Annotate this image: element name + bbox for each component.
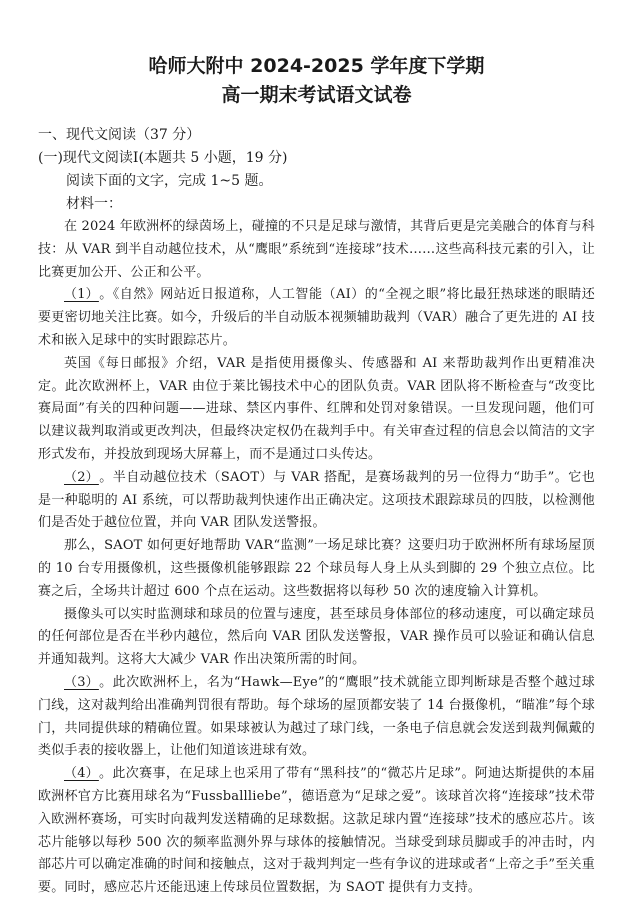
paragraph-text: 英国《每日邮报》介绍，VAR 是指使用摄像头、传感器和 AI 来帮助裁判作出更精准决定。此次欧洲杯上，VAR 由位于莱比锡技术中心的团队负责。VAR 团队将不断检查与“改变比赛局面”有关的四种问题——进球、禁区内事件、红牌和处罚对象错误。一旦发现问题，他们可以建议裁判取消或更改判决，但最终决定权仍在裁判手中。有关审查过程的信息会以简洁的文字形式发布，并投放到现场大屏幕上，而不是通过口头传达。 <box>38 355 595 462</box>
paragraph <box>38 353 595 467</box>
paragraph-text: 那么，SAOT 如何更好地帮助 VAR“监测”一场足球比赛？这要归功于欧洲杯所有球场屋顶的 10 台专用摄像机，这些摄像机能够跟踪 22 个球员每人身上从头到脚的 29 个独立点位。比赛之后，全场共计超过 600 个点在运动。这些数据将以每秒 50 次的速度输入计算机。 <box>38 538 595 599</box>
paragraph <box>38 284 595 352</box>
paragraph-text: 。半自动越位技术（SAOT）与 VAR 搭配，是赛场裁判的另一位得力“助手”。它也是一种聪明的 AI 系统，可以帮助裁判快速作出正确决定。这项技术跟踪球员的四肢，以检测他们是否处于越位位置，并向 VAR 团队发送警报。 <box>38 469 595 531</box>
paragraph-text: 。此次赛事，在足球上也采用了带有“黑科技”的“微芯片足球”。阿迪达斯提供的本届欧洲杯官方比赛用球名为“Fussballliebe”，德语意为“足球之爱”。该球首次将“连接球”技术带入欧洲杯赛场，可实时向裁判发送精确的足球数据。这款足球内置“连接球”技术的感应芯片。该芯片能够以每秒 500 次的频率监测外界与球体的接触情况。当球受到球员脚或手的冲击时，内部芯片可以确定准确的时间和接触点，这对于裁判判定一些有争议的进球或者“上帝之手”至关重要。同时，感应芯片还能迅速上传球员位置数据，为 SAOT 提供有力支持。 <box>38 766 595 896</box>
material-label: 材料一： <box>66 196 122 212</box>
exam-title-line2: 高一期末考试语文试卷 <box>221 84 412 106</box>
paragraph <box>38 216 595 284</box>
paragraph <box>38 672 595 763</box>
fill-blank-3: （3） <box>64 674 99 690</box>
fill-blank-4: （4） <box>64 766 99 782</box>
fill-blank-1: （1） <box>64 287 99 303</box>
exam-title-line1: 哈师大附中 2024-2025 学年度下学期 <box>148 55 485 77</box>
section-heading: 一、现代文阅读（37 分） <box>38 127 201 143</box>
subsection-heading: (一)现代文阅读Ⅰ(本题共 5 小题，19 分) <box>38 150 288 166</box>
paragraph-text: 在 2024 年欧洲杯的绿茵场上，碰撞的不只是足球与激情，其背后更是完美融合的体育与科技：从 VAR 到半自动越位技术，从“鹰眼”系统到“连接球”技术……这些高科技元素的引入，让比赛更加公开、公正和公平。 <box>38 219 595 280</box>
reading-instruction: 阅读下面的文字，完成 1~5 题。 <box>66 173 273 189</box>
fill-blank-2: （2） <box>64 469 99 485</box>
paragraph-text: 。《自然》网站近日报道称，人工智能（AI）的“全视之眼”将比最狂热球迷的眼睛还要更密切地关注比赛。如今，升级后的半自动版本视频辅助裁判（VAR）融合了更先进的 AI 技术和嵌入足球中的实时跟踪芯片。 <box>38 287 595 348</box>
paragraph <box>38 467 595 535</box>
paragraph-text: 摄像头可以实时监测球和球员的位置与速度，甚至球员身体部位的移动速度，可以确定球员的任何部位是否在半秒内越位，然后向 VAR 团队发送警报，VAR 操作员可以验证和确认信息并通知裁判。这将大大减少 VAR 作出决策所需的时间。 <box>38 606 595 668</box>
paragraph <box>38 535 595 603</box>
paragraph-text: 。此次欧洲杯上，名为“Hawk—Eye”的“鹰眼”技术就能立即判断球是否整个越过球门线，这对裁判给出准确判罚很有帮助。每个球场的屋顶都安装了 14 台摄像机，“瞄准”每个球门，共同提供球的精确位置。如果球被认为越过了球门线，一条电子信息就会发送到裁判佩戴的类似手表的接收器上，让他们知道该进球有效。 <box>38 674 595 759</box>
paragraph <box>38 763 595 900</box>
paragraph <box>38 604 595 672</box>
